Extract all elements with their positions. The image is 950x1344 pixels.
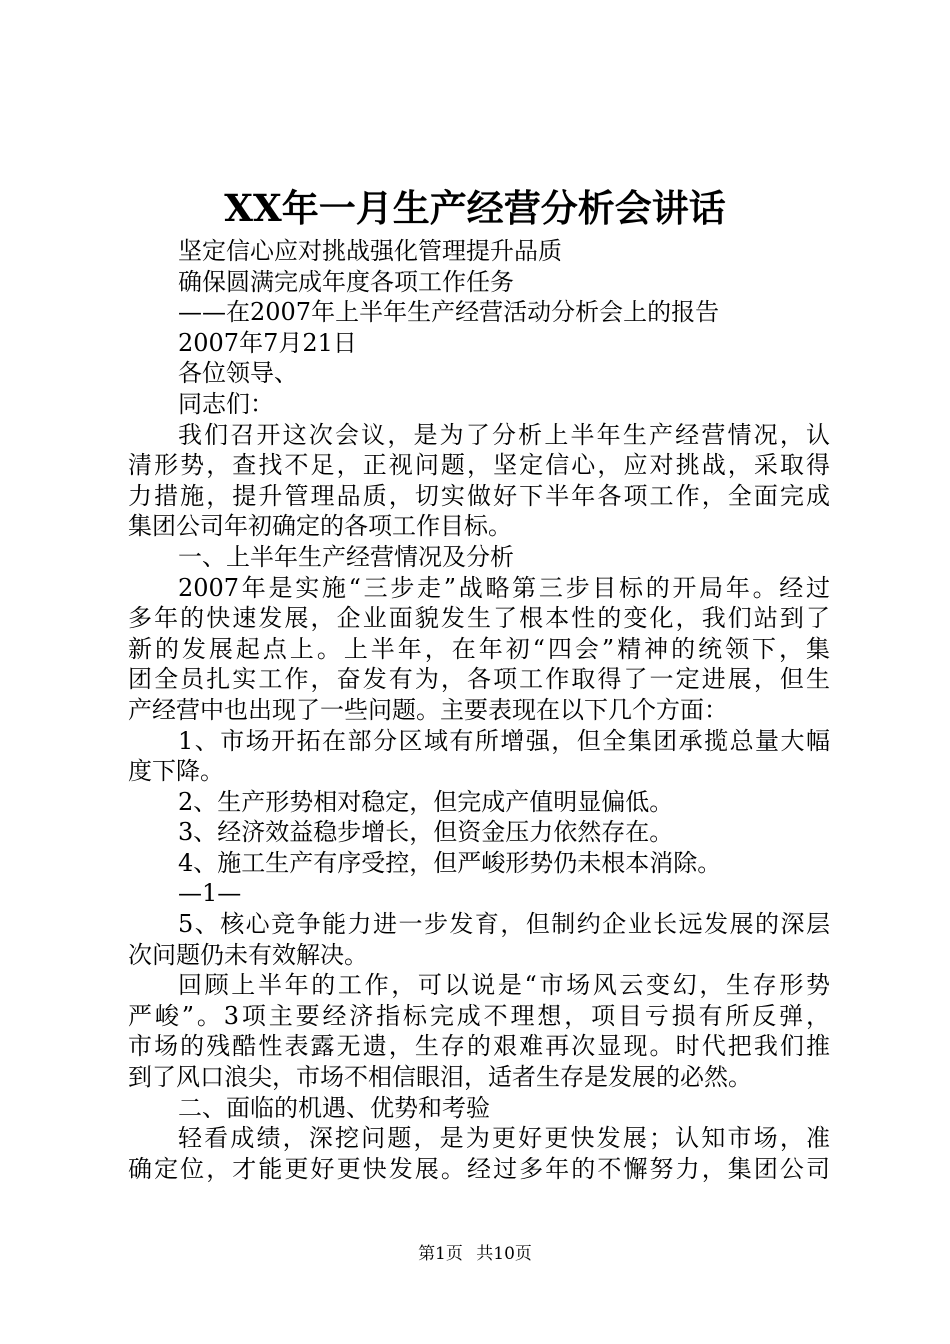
document-body (128, 236, 830, 1184)
text-line: —1— (178, 879, 242, 908)
text-line: 2007年是实施“三步走”战略第三步目标的开局年。经过 (178, 573, 830, 602)
text-line: 确定位，才能更好更快发展。经过多年的不懈努力，集团公司 (128, 1154, 830, 1183)
text-line: 清形势，查找不足，正视问题，坚定信心，应对挑战，采取得 (128, 451, 830, 480)
page-total: 共10页 (476, 1244, 532, 1264)
text-line: 各位领导、 (178, 359, 298, 388)
text-line: 严峻”。3项主要经济指标完成不理想，项目亏损有所反弹， (128, 1001, 830, 1030)
text-line: 1、市场开拓在部分区域有所增强，但全集团承揽总量大幅 (178, 726, 830, 755)
text-line: 力措施，提升管理品质，切实做好下半年各项工作，全面完成 (128, 481, 830, 510)
text-line: 同志们： (178, 389, 274, 418)
text-line: 二、面临的机遇、优势和考验 (178, 1093, 490, 1122)
text-line: 我们召开这次会议，是为了分析上半年生产经营情况，认 (178, 420, 830, 449)
text-line: 次问题仍未有效解决。 (128, 940, 368, 969)
text-line: 回顾上半年的工作，可以说是“市场风云变幻，生存形势 (178, 971, 830, 1000)
text-line: 确保圆满完成年度各项工作任务 (178, 267, 514, 296)
text-line: 3、经济效益稳步增长，但资金压力依然存在。 (178, 818, 674, 847)
text-line: 市场的残酷性表露无遗，生存的艰难再次显现。时代把我们推 (128, 1032, 830, 1061)
text-line: 2、生产形势相对稳定，但完成产值明显偏低。 (178, 787, 674, 816)
text-line: 一、上半年生产经营情况及分析 (178, 542, 514, 571)
text-line: 集团公司年初确定的各项工作目标。 (128, 512, 512, 541)
text-line: ——在2007年上半年生产经营活动分析会上的报告 (178, 298, 720, 327)
text-line: 4、施工生产有序受控，但严峻形势仍未根本消除。 (178, 848, 722, 877)
text-line: 5、核心竞争能力进一步发育，但制约企业长远发展的深层 (178, 910, 830, 939)
text-line: 轻看成绩，深挖问题，是为更好更快发展；认知市场，准 (178, 1124, 830, 1153)
text-line: 产经营中也出现了一些问题。主要表现在以下几个方面： (128, 695, 728, 724)
text-line: 多年的快速发展，企业面貌发生了根本性的变化，我们站到了 (128, 604, 830, 633)
page-number: 第1页 (418, 1244, 463, 1264)
text-line: 到了风口浪尖，市场不相信眼泪，适者生存是发展的必然。 (128, 1063, 752, 1092)
page-footer (0, 1242, 950, 1266)
text-line: 度下降。 (128, 757, 224, 786)
text-line: 2007年7月21日 (178, 328, 357, 357)
document-title: XX年一月生产经营分析会讲话 (224, 186, 726, 230)
text-line: 新的发展起点上。上半年，在年初“四会”精神的统领下，集 (128, 634, 830, 663)
text-line: 团全员扎实工作，奋发有为，各项工作取得了一定进展，但生 (128, 665, 830, 694)
text-line: 坚定信心应对挑战强化管理提升品质 (178, 237, 562, 265)
